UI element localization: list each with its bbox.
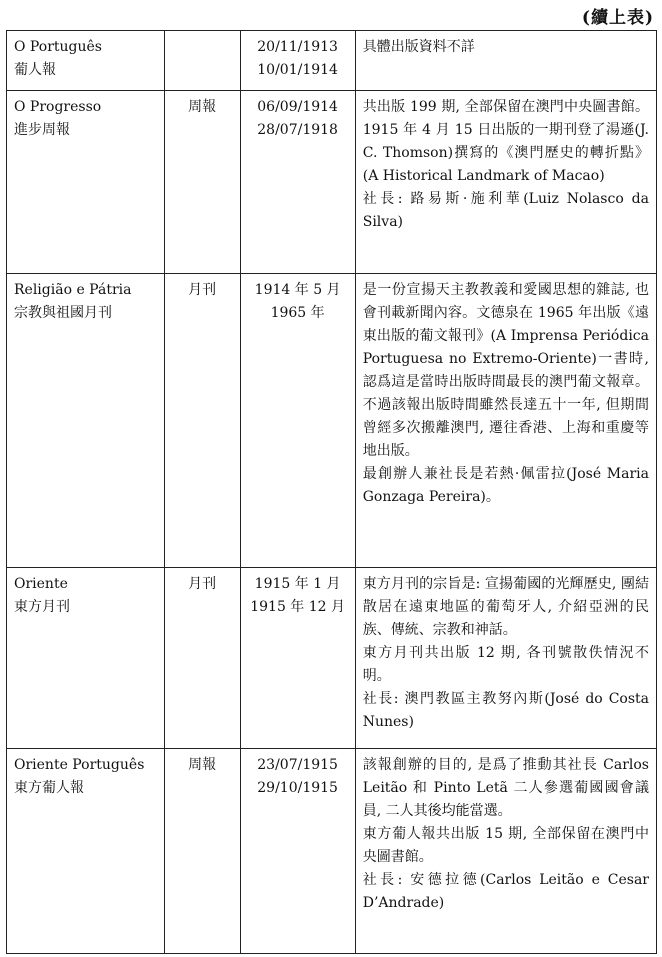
table-row	[7, 749, 657, 954]
title-zh: 東方葡人報	[14, 780, 84, 796]
details-cell	[355, 91, 656, 274]
title-zh: 葡人報	[14, 62, 56, 78]
start-date: 1915 年 1 月	[254, 576, 341, 592]
end-date: 1915 年 12 月	[250, 599, 346, 615]
start-date: 20/11/1913	[257, 39, 338, 55]
dates-cell	[240, 749, 355, 954]
details-cell	[355, 568, 656, 749]
detail-paragraph: 是一份宣揚天主教教義和愛國思想的雜誌, 也會刊載新聞內容。文德泉在 1965 年出版《遠東出版的葡文報刊》(A Imprensa Periódica Portuguesa no Extremo-Oriente)一書時, 認爲這是當時出版時間最長的澳門葡文報章。不過該報出版時間雖然長達五十一年, 但期間曾經多次搬離澳門, 遷往香港、上海和重慶等地出版。	[362, 282, 649, 459]
end-date: 28/07/1918	[257, 122, 338, 138]
detail-president: 最創辦人兼社長是若熱·佩雷拉(José Maria Gonzaga Pereira)。	[362, 466, 649, 505]
detail-paragraph: 具體出版資料不詳	[362, 39, 475, 55]
title-cell	[7, 749, 165, 954]
end-date: 29/10/1915	[257, 780, 338, 796]
table-row	[7, 91, 657, 274]
detail-president: 社長: 澳門教區主教努內斯(José do Costa Nunes)	[362, 691, 649, 730]
title-pt: Oriente Português	[14, 757, 145, 773]
start-date: 06/09/1914	[257, 99, 338, 115]
title-cell	[7, 274, 165, 568]
end-date: 10/01/1914	[257, 62, 338, 78]
title-zh: 進步周報	[14, 122, 70, 138]
frequency-cell: 周報	[164, 749, 240, 954]
detail-president: 社長: 路易斯·施利華(Luiz Nolasco da Silva)	[362, 191, 649, 230]
frequency-cell: 周報	[164, 91, 240, 274]
detail-paragraph: 該報創辦的目的, 是爲了推動其社長 Carlos Leitão 和 Pinto Letã 二人參選葡國國會議員, 二人其後均能當選。	[362, 757, 649, 819]
dates-cell	[240, 91, 355, 274]
start-date: 23/07/1915	[257, 757, 338, 773]
table-row	[7, 31, 657, 91]
details-cell	[355, 749, 656, 954]
title-cell	[7, 91, 165, 274]
title-cell	[7, 31, 165, 91]
newspaper-table	[6, 30, 657, 954]
table-row	[7, 568, 657, 749]
start-date: 1914 年 5 月	[254, 282, 341, 298]
title-pt: O Português	[14, 39, 102, 55]
title-pt: Oriente	[14, 576, 68, 592]
detail-paragraph: 東方月刊的宗旨是: 宣揚葡國的光輝歷史, 團結散居在遠東地區的葡萄牙人, 介紹亞洲的民族、傳統、宗教和神話。	[362, 576, 649, 638]
details-cell	[355, 274, 656, 568]
continued-caption: (續上表)	[581, 8, 654, 28]
dates-cell	[240, 31, 355, 91]
frequency-cell: 月刊	[164, 274, 240, 568]
detail-president: 社長: 安德拉德(Carlos Leitão e Cesar D’Andrade)	[362, 872, 649, 911]
title-cell	[7, 568, 165, 749]
dates-cell	[240, 274, 355, 568]
title-zh: 宗教與祖國月刊	[14, 305, 112, 321]
end-date: 1965 年	[270, 305, 325, 321]
table-row	[7, 274, 657, 568]
title-zh: 東方月刊	[14, 599, 70, 615]
title-pt: Religião e Pátria	[14, 282, 132, 298]
dates-cell	[240, 568, 355, 749]
details-cell	[355, 31, 656, 91]
frequency-cell: 月刊	[164, 568, 240, 749]
detail-paragraph: 東方葡人報共出版 15 期, 全部保留在澳門中央圖書館。	[362, 826, 649, 865]
detail-paragraph: 共出版 199 期, 全部保留在澳門中央圖書館。1915 年 4 月 15 日出版的一期刊登了湯遜(J. C. Thomson)撰寫的《澳門歷史的轉折點》(A Historical Landmark of Macao)	[362, 99, 649, 184]
detail-paragraph: 東方月刊共出版 12 期, 各刊號散佚情況不明。	[362, 645, 649, 684]
title-pt: O Progresso	[14, 99, 102, 115]
frequency-cell	[164, 31, 240, 91]
